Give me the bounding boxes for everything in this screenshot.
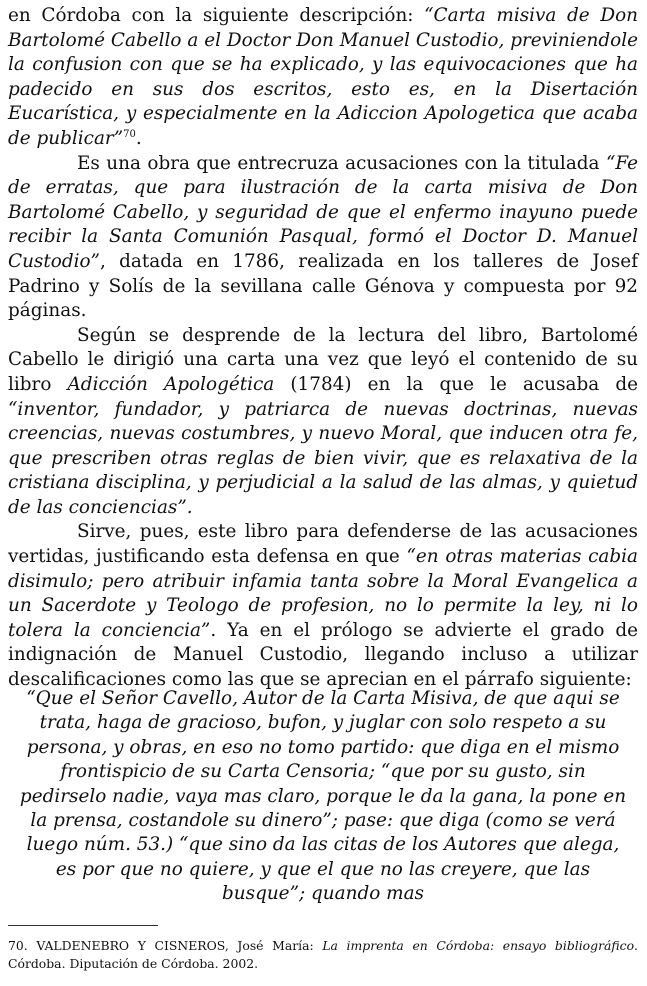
paragraph-1-text: en Córdoba con la siguiente descripción: [8,5,425,26]
paragraph-3-text: Según se desprende de la lectura del libro, Bartolomé Cabello le dirigió una carta una vez que leyó el contenido de su libro [8,324,638,395]
accusation-quote: “inventor, fundador, y patriarca de nuevas doctrinas, nuevas creencias, nuevas costumbres, y nuevo Moral, que inducen otra fe, que prescriben otras reglas de bien vivir, que es relaxativa de la cristiana disciplina, y perjudicial a la salud de las almas, y quietud de las conciencias” [8,398,638,518]
paragraph-1 [8,4,638,152]
block-quote-text: “Que el Señor Cavello, Autor de la Carta Misiva, de que aqui se trata, haga de gracioso, bufon, y juglar con solo respeto a su persona, y obras, en eso no tomo partido: que diga en el mismo frontispicio de su Carta Censoria; “que por su gusto, sin pedirselo nadie, vaya mas claro, porque le da la gana, la pone en la prensa, costandole su dinero”; pase: que diga (como se verá luego núm. 53.) “que sino da las citas de los Autores que alega, es por que no quiere, y que el que no las creyere, que las busque”; quando mas [19,688,627,905]
footnote-author: 70. VALDENEBRO Y CISNEROS, José María: [8,938,323,953]
book-title: Adicción Apologética [67,373,275,395]
paragraph-3-mid: (1784) en la que le acusaba de [274,373,639,395]
block-quote [16,687,630,907]
paragraph-4 [8,520,638,692]
paragraph-1-end: . [135,127,142,149]
paragraph-4-end: . Ya en el prólogo se advierte el grado de indignación de Manuel Custodio, llegando incluso a utilizar descalificaciones como las que se aprecian en el párrafo siguiente: [8,619,638,691]
footnote-divider [8,925,158,926]
body-text [8,4,638,693]
footnote [8,937,638,973]
paragraph-2-text: Es una obra que entrecruza acusaciones con la titulada [77,152,606,174]
paragraph-2 [8,152,638,324]
footnote-publisher: . Córdoba. Diputación de Córdoba. 2002. [8,938,638,971]
paragraph-3-end: . [186,496,193,518]
footnote-70 [8,937,638,973]
defense-quote: “en otras materias cabia disimulo; pero atribuir infamia tanta sobre la Moral Evangelica a un Sacerdote y Teologo de profesion, no lo permite la ley, ni lo tolera la conciencia” [8,546,638,641]
footnote-title: La imprenta en Córdoba: ensayo bibliográfico [322,938,635,953]
fe-de-erratas-title: “Fe de erratas, que para ilustración de la carta misiva de Don Bartolomé Cabello, y seguridad de que el enfermo inayuno puede recibir la Santa Comunión Pasqual, formó el Doctor D. Manuel Custodio” [8,152,638,272]
carta-misiva-title: “Carta misiva de Don Bartolomé Cabello a el Doctor Don Manuel Custodio, previniendole la confusion con que se ha explicado, y las equivocaciones que ha padecido en sus dos escritos, esto es, en la Disertación Eucarística, y especialmente en la Adiccion Apologetica que acaba de publicar [8,5,638,149]
closing-quote: ” [113,127,124,149]
paragraph-3 [8,324,638,521]
paragraph-4-text: Sirve, pues, este libro para defenderse de las acusaciones vertidas, justificando esta defensa en que [8,521,638,568]
footnote-ref-70: 70 [123,128,136,140]
paragraph-2-end: , datada en 1786, realizada en los talleres de Josef Padrino y Solís de la sevillana calle Génova y compuesta por 92 páginas. [8,250,638,322]
